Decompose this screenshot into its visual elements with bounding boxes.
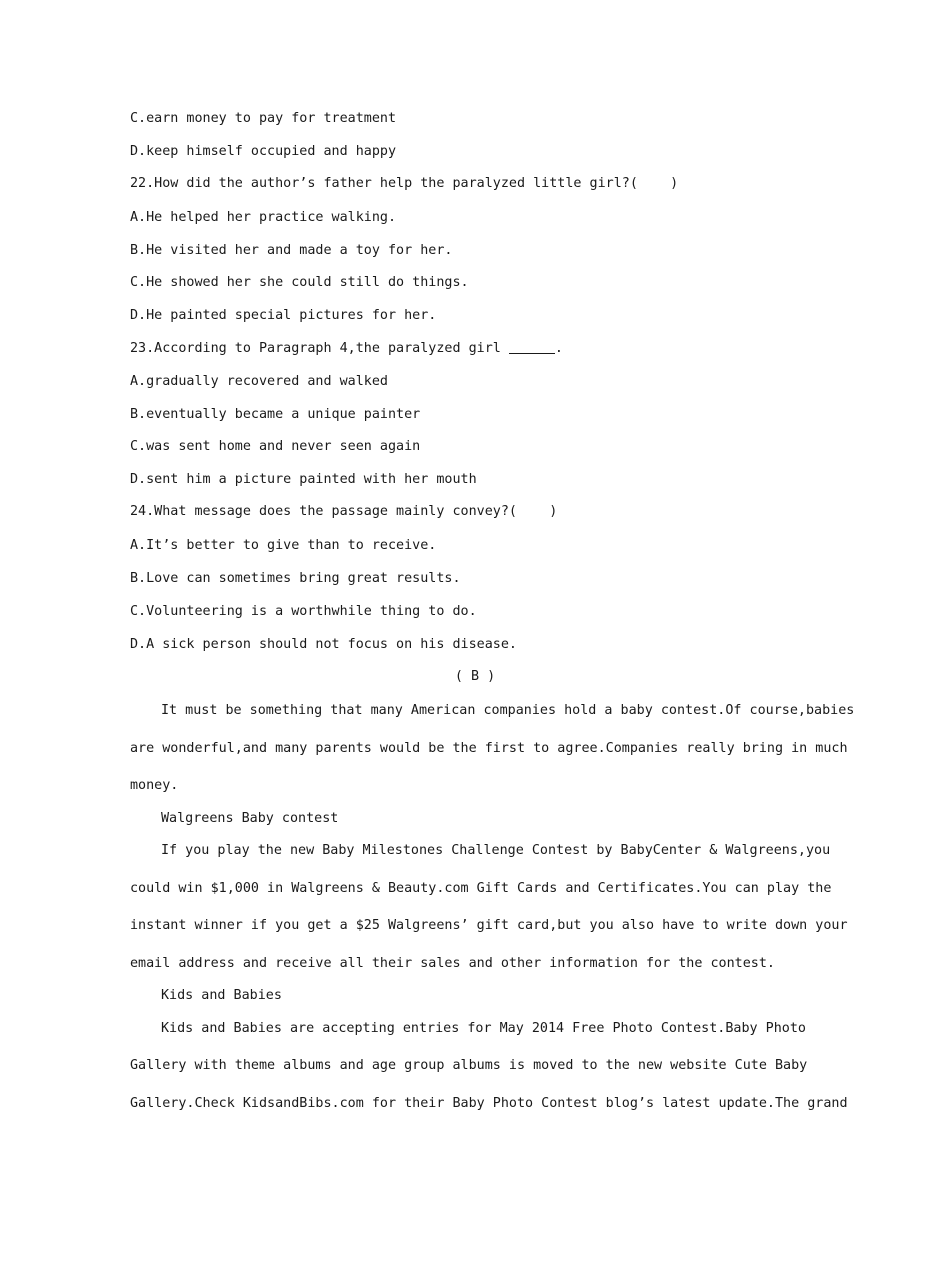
kids-paragraph-line: Kids and Babies are accepting entries for May 2014 Free Photo Contest.Baby Photo [161, 1021, 806, 1036]
q22-stem: 22.How did the author’s father help the paralyzed little girl?( ) [130, 176, 679, 191]
q23-stem-text: 23.According to Paragraph 4,the paralyzed girl [130, 341, 509, 356]
answer-blank [509, 340, 555, 354]
q23-option-b: B.eventually became a unique painter [130, 407, 421, 422]
walgreens-paragraph-line: email address and receive all their sales and other information for the contest. [130, 956, 775, 971]
kids-title: Kids and Babies [161, 988, 282, 1003]
walgreens-paragraph-line: instant winner if you get a $25 Walgreens’ gift card,but you also have to write down your [130, 918, 848, 933]
q23-option-d: D.sent him a picture painted with her mouth [130, 472, 477, 487]
q24-option-a: A.It’s better to give than to receive. [130, 538, 437, 553]
walgreens-title: Walgreens Baby contest [161, 811, 339, 826]
section-heading: ( B ) [454, 669, 496, 684]
q23-stem-end: . [554, 341, 563, 356]
walgreens-paragraph-line: If you play the new Baby Milestones Challenge Contest by BabyCenter & Walgreens,you [161, 843, 831, 858]
q23-stem [130, 340, 563, 358]
intro-paragraph-line: money. [130, 778, 179, 793]
kids-paragraph-line: Gallery with theme albums and age group albums is moved to the new website Cute Baby [130, 1058, 808, 1073]
q23-option-a: A.gradually recovered and walked [130, 374, 388, 389]
q24-option-c: C.Volunteering is a worthwhile thing to do. [130, 604, 477, 619]
q22-option-d: D.He painted special pictures for her. [130, 308, 437, 323]
q22-option-b: B.He visited her and made a toy for her. [130, 243, 453, 258]
intro-paragraph-line: It must be something that many American companies hold a baby contest.Of course,babies [161, 703, 855, 718]
q22-option-c: C.He showed her she could still do things. [130, 275, 469, 290]
q22-option-a: A.He helped her practice walking. [130, 210, 397, 225]
intro-paragraph-line: are wonderful,and many parents would be the first to agree.Companies really bring in much [130, 741, 848, 756]
q24-option-b: B.Love can sometimes bring great results. [130, 571, 461, 586]
q21-option-d: D.keep himself occupied and happy [130, 144, 397, 159]
walgreens-paragraph-line: could win $1,000 in Walgreens & Beauty.com Gift Cards and Certificates.You can play the [130, 881, 832, 896]
q24-option-d: D.A sick person should not focus on his disease. [130, 637, 517, 652]
kids-paragraph-line: Gallery.Check KidsandBibs.com for their Baby Photo Contest blog’s latest update.The grand [130, 1096, 848, 1111]
q23-option-c: C.was sent home and never seen again [130, 439, 421, 454]
q21-option-c: C.earn money to pay for treatment [130, 111, 397, 126]
q24-stem: 24.What message does the passage mainly convey?( ) [130, 504, 558, 519]
